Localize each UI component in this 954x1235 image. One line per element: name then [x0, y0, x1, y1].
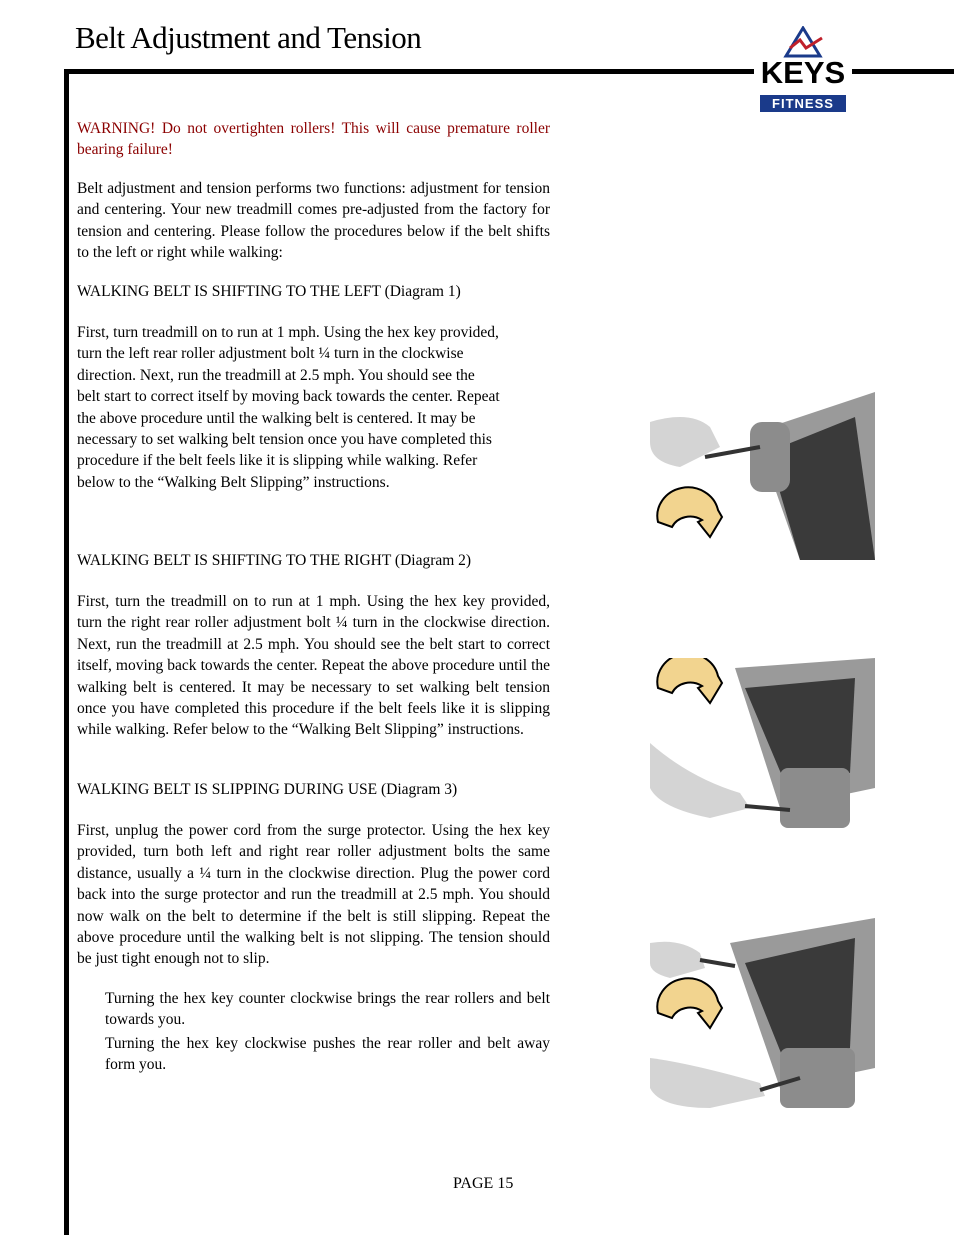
logo-brand-text: KEYS — [760, 55, 846, 90]
page-title: Belt Adjustment and Tension — [75, 20, 422, 55]
left-margin-rule — [64, 69, 69, 1235]
section-heading-left: WALKING BELT IS SHIFTING TO THE LEFT (Diagram 1) — [77, 283, 461, 300]
diagram-2-image — [650, 658, 878, 843]
intro-paragraph: Belt adjustment and tension performs two functions: adjustment for tension and centering. Your new treadmill comes pre-adjusted from the factory for tension and centering. Please follow the procedures below if the belt shifts to the left or right while walking: — [77, 180, 550, 262]
section-body-right: First, turn the treadmill on to run at 1 mph. Using the hex key provided, turn the right rear roller adjustment bolt ¼ turn in the clockwise direction. Next, run the treadmill at 2.5 mph. You should see the belt start to correct itself, moving back towards the center. Repeat the above procedure until the walking belt is centered. It may be necessary to set walking belt tension once you have completed this procedure if the belt feels like it is slipping while walking. Refer below to the “Walking Belt Slipping” instructions. — [77, 593, 550, 739]
section-body-slipping: First, unplug the power cord from the surge protector. Using the hex key provided, turn both left and right rear roller adjustment bolts the same distance, usually a ¼ turn in the clockwise direction. Plug the power cord back into the surge protector and run the treadmill at 2.5 mph. You should now walk on the belt to determine if the belt is still slipping. Repeat the above procedure until the walking belt is not slipping. The tension should be just tight enough not to slip. — [77, 822, 550, 968]
section-body-left: First, turn treadmill on to run at 1 mph. Using the hex key provided, turn the left rear roller adjustment bolt ¼ turn in the clockwise direction. Next, run the treadmill at 2.5 mph. You should see the belt start to correct itself by moving back towards the center. Repeat the above procedure until the walking belt is centered. It may be necessary to set walking belt tension once you have completed this procedure if the belt feels like it is slipping while walking. Refer below to the “Walking Belt Slipping” instructions. — [77, 324, 500, 491]
note-clockwise: Turning the hex key clockwise pushes the rear roller and belt away form you. — [105, 1035, 550, 1074]
diagram-3-image — [650, 918, 878, 1118]
page-number: PAGE 15 — [453, 1175, 514, 1192]
section-heading-right: WALKING BELT IS SHIFTING TO THE RIGHT (Diagram 2) — [77, 552, 472, 569]
section-heading-slipping: WALKING BELT IS SLIPPING DURING USE (Diagram 3) — [77, 781, 458, 798]
diagram-1-image — [650, 392, 878, 565]
note-counter-clockwise: Turning the hex key counter clockwise brings the rear rollers and belt towards you. — [105, 990, 550, 1029]
keys-fitness-logo — [754, 26, 852, 114]
logo-sub-text: FITNESS — [772, 96, 834, 111]
warning-text: WARNING! Do not overtighten rollers! This will cause premature roller bearing failure! — [77, 120, 550, 159]
